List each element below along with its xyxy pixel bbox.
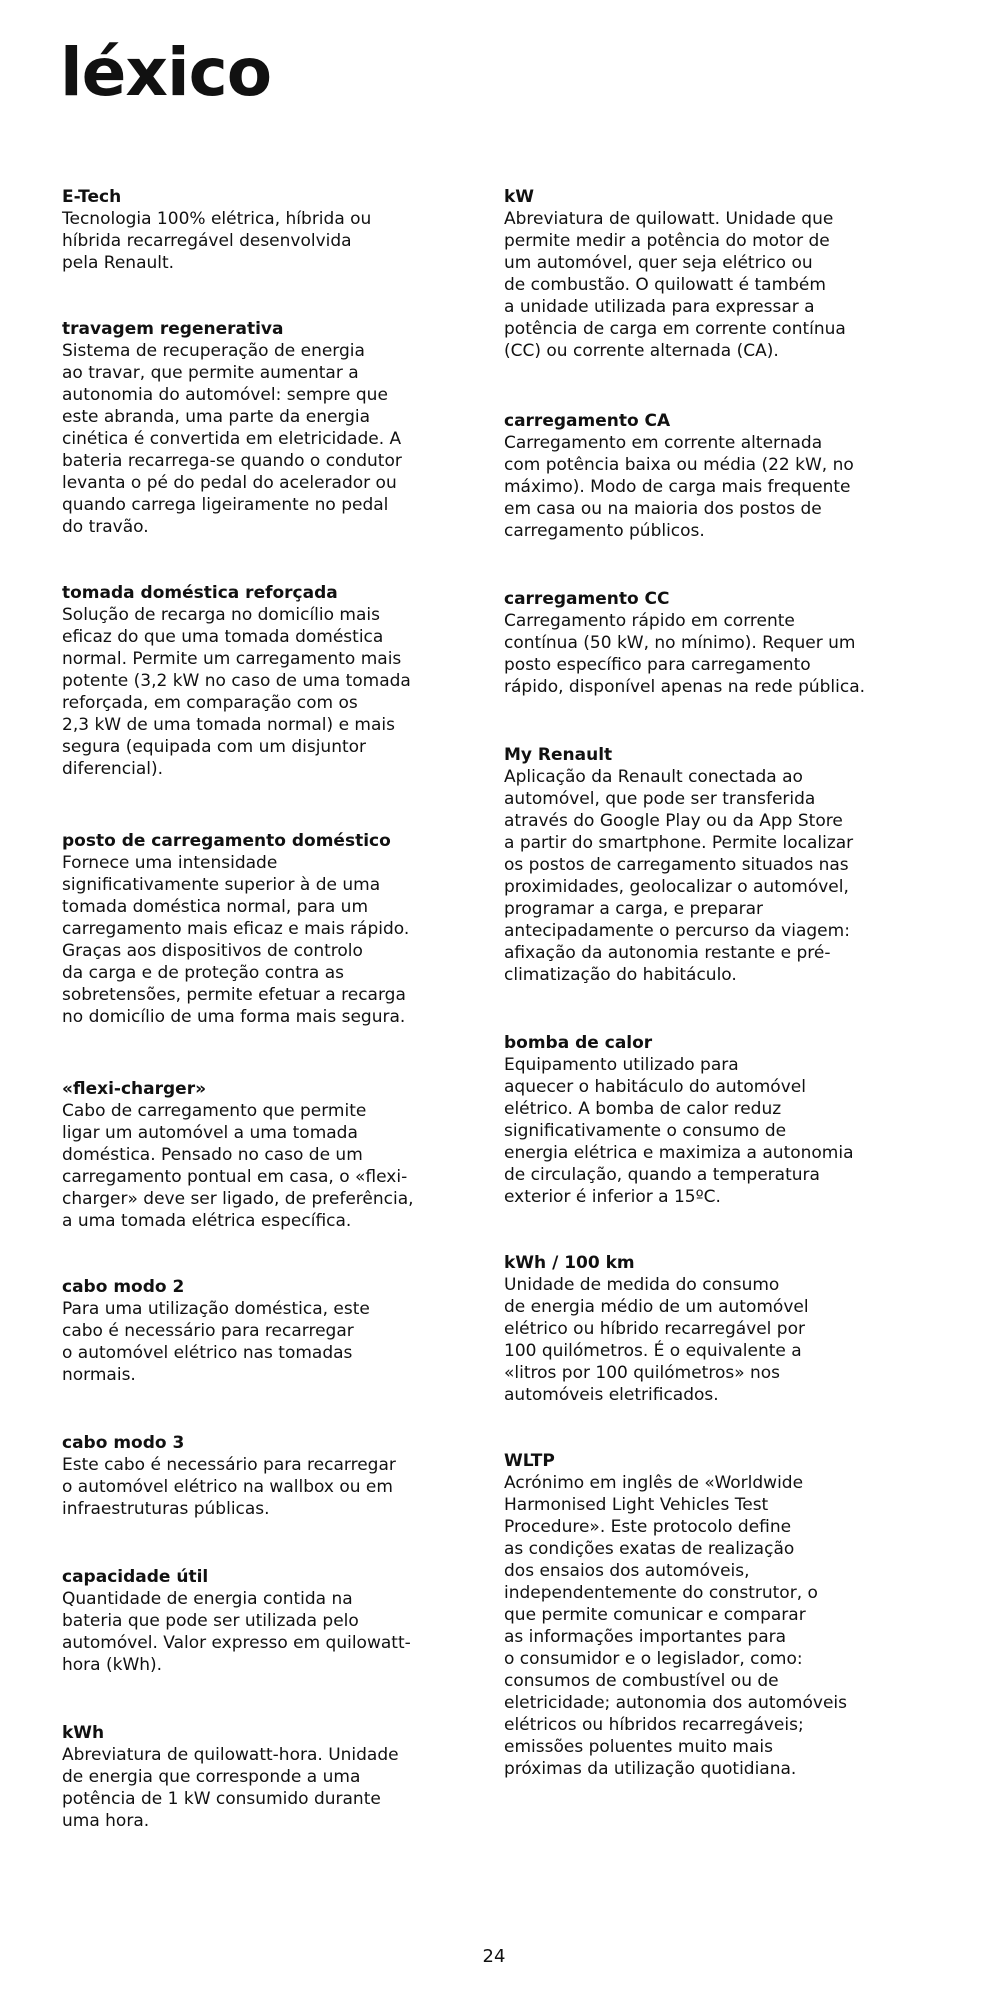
glossary-definition: Solução de recarga no domicílio mais eficaz do que uma tomada doméstica normal. Permite um carregamento mais potente (3,2 kW no caso de uma tomada reforçada, em comparação com os 2,3 kW de uma tomada normal) e mais segura (equipada com um disjuntor diferencial). <box>62 605 411 779</box>
glossary-term: carregamento CC <box>504 589 670 609</box>
glossary-term: kWh / 100 km <box>504 1253 635 1273</box>
glossary-term: capacidade útil <box>62 1567 209 1587</box>
glossary-entry <box>504 1032 944 1208</box>
glossary-term: cabo modo 3 <box>62 1433 185 1453</box>
glossary-entry <box>62 1566 500 1676</box>
glossary-definition: Unidade de medida do consumo de energia médio de um automóvel elétrico ou híbrido recarregável por 100 quilómetros. É o equivalente a «litros por 100 quilómetros» nos automóveis eletrificados. <box>504 1275 809 1405</box>
glossary-entry <box>504 186 944 362</box>
glossary-term: WLTP <box>504 1451 555 1471</box>
glossary-term: kW <box>504 187 535 207</box>
glossary-entry <box>62 318 500 538</box>
glossary-definition: Carregamento rápido em corrente contínua (50 kW, no mínimo). Requer um posto específico para carregamento rápido, disponível apenas na rede pública. <box>504 611 866 697</box>
glossary-entry <box>62 186 500 274</box>
glossary-definition: Aplicação da Renault conectada ao automóvel, que pode ser transferida através do Google Play ou da App Store a partir do smartphone. Permite localizar os postos de carregamento situados nas proximidades, geolocalizar o automóvel, programar a carga, e preparar antecipadamente o percurso da viagem: afixação da autonomia restante e pré- climatização do habitáculo. <box>504 767 854 985</box>
glossary-term: tomada doméstica reforçada <box>62 583 338 603</box>
glossary-term: carregamento CA <box>504 411 671 431</box>
glossary-entry <box>504 1252 944 1406</box>
glossary-entry <box>504 588 944 698</box>
glossary-entry <box>504 410 944 542</box>
glossary-term: cabo modo 2 <box>62 1277 185 1297</box>
glossary-definition: Abreviatura de quilowatt-hora. Unidade de energia que corresponde a uma potência de 1 kW consumido durante uma hora. <box>62 1745 399 1831</box>
glossary-term: travagem regenerativa <box>62 319 284 339</box>
glossary-definition: Equipamento utilizado para aquecer o habitáculo do automóvel elétrico. A bomba de calor reduz significativamente o consumo de energia elétrica e maximiza a autonomia de circulação, quando a temperatura exterior é inferior a 15ºC. <box>504 1055 854 1207</box>
glossary-term: bomba de calor <box>504 1033 653 1053</box>
glossary-term: «flexi-charger» <box>62 1079 207 1099</box>
glossary-term: My Renault <box>504 745 613 765</box>
glossary-definition: Abreviatura de quilowatt. Unidade que permite medir a potência do motor de um automóvel, quer seja elétrico ou de combustão. O quilowatt é também a unidade utilizada para expressar a potência de carga em corrente contínua (CC) ou corrente alternada (CA). <box>504 209 846 361</box>
page-title: léxico <box>60 34 272 111</box>
glossary-definition: Tecnologia 100% elétrica, híbrida ou híbrida recarregável desenvolvida pela Renault. <box>62 209 372 273</box>
glossary-definition: Fornece uma intensidade significativamente superior à de uma tomada doméstica normal, para um carregamento mais eficaz e mais rápido. Graças aos dispositivos de controlo da carga e de proteção contra as sobretensões, permite efetuar a recarga no domicílio de uma forma mais segura. <box>62 853 410 1027</box>
glossary-definition: Quantidade de energia contida na bateria que pode ser utilizada pelo automóvel. Valor expresso em quilowatt- hora (kWh). <box>62 1589 411 1675</box>
glossary-definition: Carregamento em corrente alternada com potência baixa ou média (22 kW, no máximo). Modo de carga mais frequente em casa ou na maioria dos postos de carregamento públicos. <box>504 433 854 541</box>
glossary-entry <box>62 1078 500 1232</box>
glossary-entry <box>504 1450 944 1780</box>
page-number: 24 <box>482 1946 506 1967</box>
glossary-definition: Este cabo é necessário para recarregar o automóvel elétrico na wallbox ou em infraestruturas públicas. <box>62 1455 396 1519</box>
glossary-definition: Sistema de recuperação de energia ao travar, que permite aumentar a autonomia do automóvel: sempre que este abranda, uma parte da energia cinética é convertida em eletricidade. A bateria recarrega-se quando o condutor levanta o pé do pedal do acelerador ou quando carrega ligeiramente no pedal do travão. <box>62 341 402 537</box>
glossary-entry <box>62 582 500 780</box>
glossary-entry <box>504 744 944 986</box>
glossary-term: posto de carregamento doméstico <box>62 831 391 851</box>
glossary-term: E-Tech <box>62 187 122 207</box>
glossary-entry <box>62 830 500 1028</box>
glossary-definition: Cabo de carregamento que permite ligar um automóvel a uma tomada doméstica. Pensado no caso de um carregamento pontual em casa, o «flexi- charger» deve ser ligado, de preferência, a uma tomada elétrica específica. <box>62 1101 414 1231</box>
glossary-entry <box>62 1722 500 1832</box>
glossary-entry <box>62 1276 500 1386</box>
glossary-term: kWh <box>62 1723 105 1743</box>
glossary-definition: Para uma utilização doméstica, este cabo é necessário para recarregar o automóvel elétrico nas tomadas normais. <box>62 1299 370 1385</box>
glossary-entry <box>62 1432 500 1520</box>
glossary-definition: Acrónimo em inglês de «Worldwide Harmonised Light Vehicles Test Procedure». Este protocolo define as condições exatas de realização dos ensaios dos automóveis, independentemente do construtor, o que permite comunicar e comparar as informações importantes para o consumidor e o legislador, como: consumos de combustível ou de eletricidade; autonomia dos automóveis elétricos ou híbridos recarregáveis; emissões poluentes muito mais próximas da utilização quotidiana. <box>504 1473 847 1779</box>
